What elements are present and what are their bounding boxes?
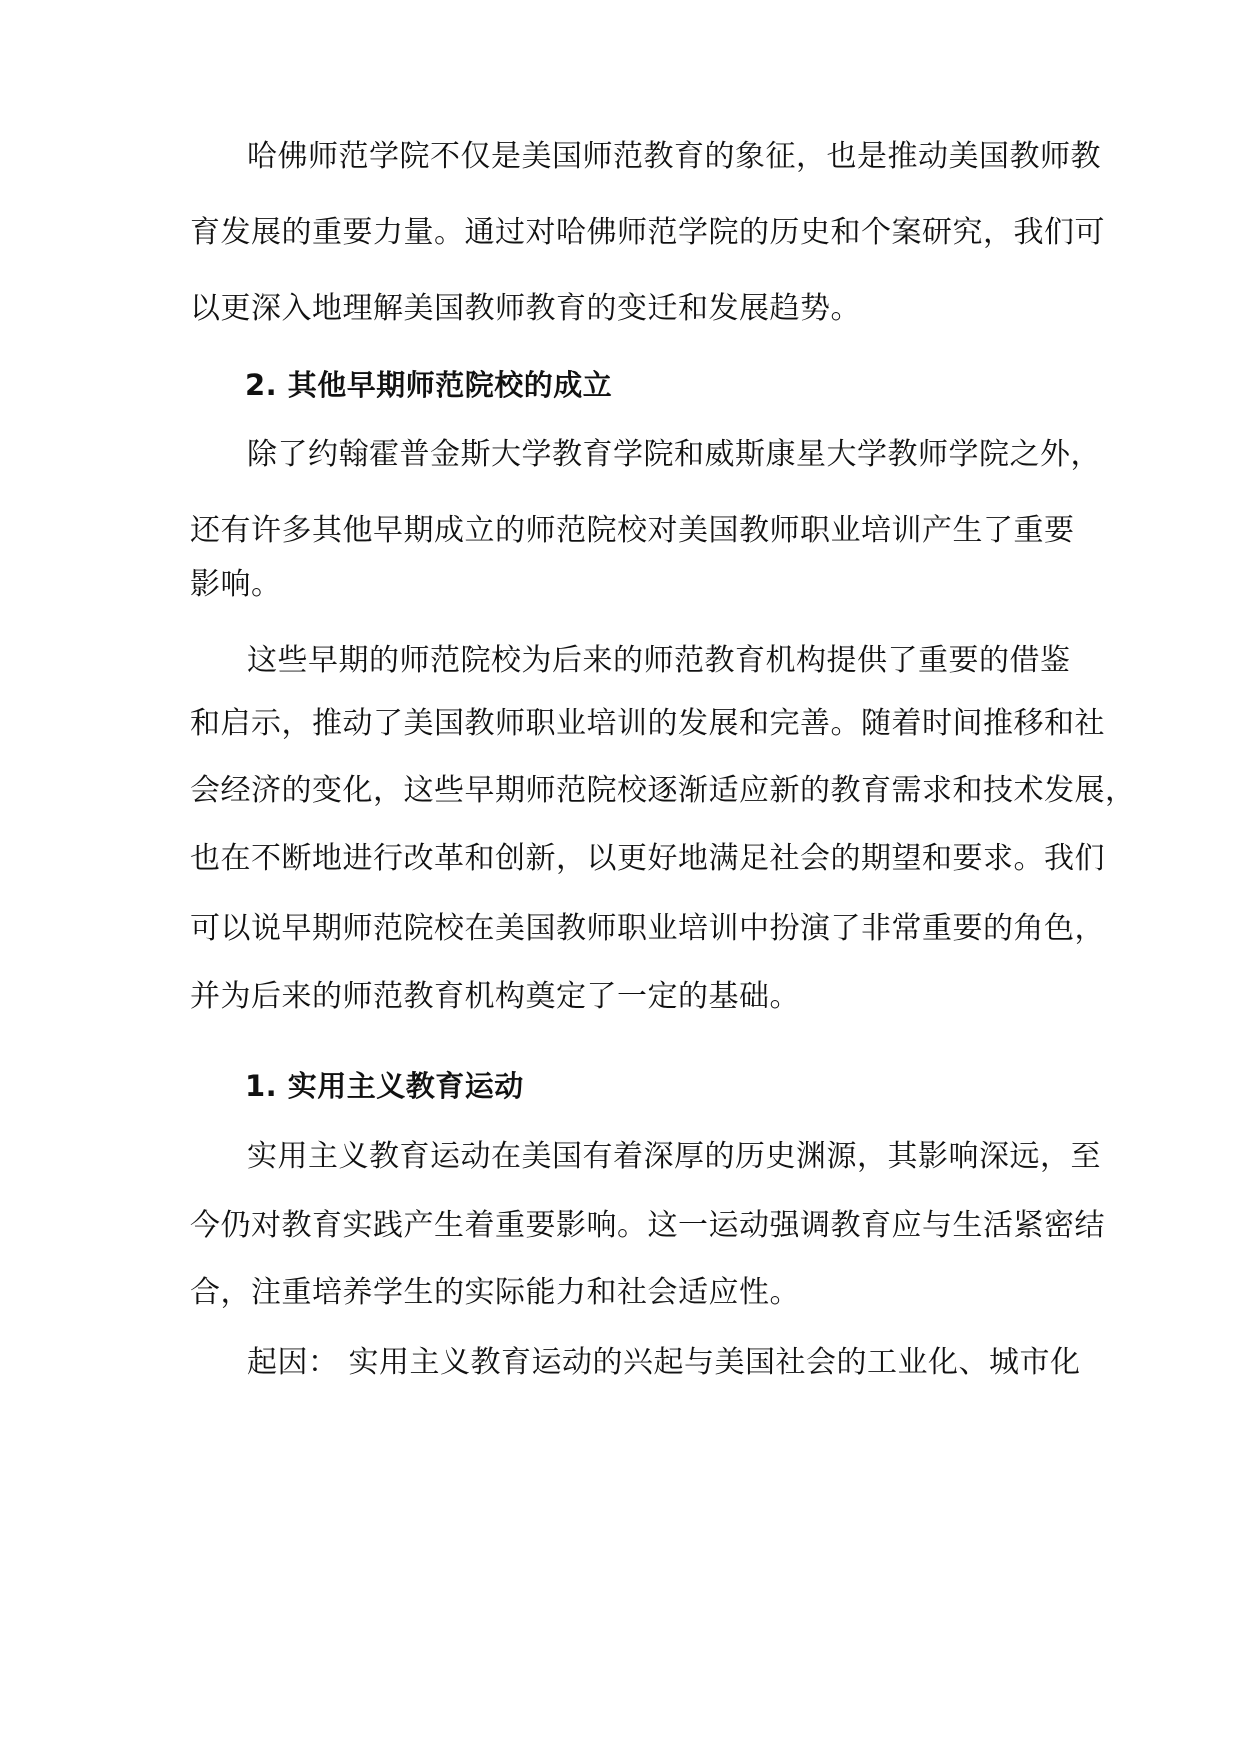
section-heading-1: 1. 实用主义教育运动 [245,1069,524,1103]
paragraph-line: 哈佛师范学院不仅是美国师范教育的象征，也是推动美国教师教 [247,139,1101,174]
paragraph-line: 起因： 实用主义教育运动的兴起与美国社会的工业化、城市化 [247,1345,1081,1380]
paragraph-line: 可以说早期师范院校在美国教师职业培训中扮演了非常重要的角色， [190,911,1105,946]
paragraph-line: 以更深入地理解美国教师教育的变迁和发展趋势。 [190,291,861,326]
paragraph-line: 也在不断地进行改革和创新，以更好地满足社会的期望和要求。我们 [190,841,1105,876]
paragraph-line: 还有许多其他早期成立的师范院校对美国教师职业培训产生了重要 [190,513,1075,548]
paragraph-line: 实用主义教育运动在美国有着深厚的历史渊源，其影响深远，至 [247,1139,1101,1174]
paragraph-line: 影响。 [190,567,282,602]
paragraph-line: 育发展的重要力量。通过对哈佛师范学院的历史和个案研究，我们可 [190,215,1105,250]
section-heading-2: 2. 其他早期师范院校的成立 [245,368,613,402]
paragraph-line: 并为后来的师范教育机构奠定了一定的基础。 [190,979,800,1014]
paragraph-line: 今仍对教育实践产生着重要影响。这一运动强调教育应与生活紧密结 [190,1208,1105,1243]
paragraph-line: 这些早期的师范院校为后来的师范教育机构提供了重要的借鉴 [247,643,1071,678]
paragraph-line: 除了约翰霍普金斯大学教育学院和威斯康星大学教师学院之外， [247,437,1101,472]
paragraph-line: 会经济的变化，这些早期师范院校逐渐适应新的教育需求和技术发展， [190,773,1136,808]
paragraph-line: 合，注重培养学生的实际能力和社会适应性。 [190,1275,800,1310]
paragraph-line: 和启示，推动了美国教师职业培训的发展和完善。随着时间推移和社 [190,706,1105,741]
